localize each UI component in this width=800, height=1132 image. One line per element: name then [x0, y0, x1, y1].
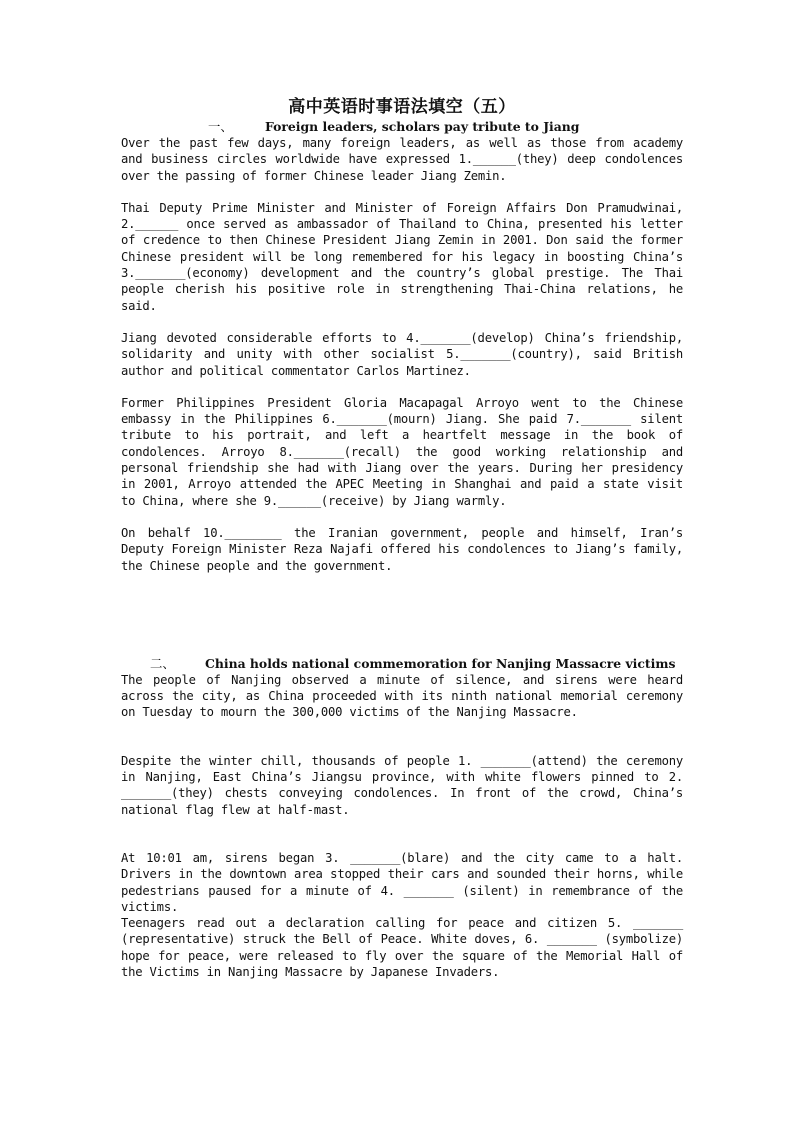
section-2-paragraph-3: At 10:01 am, sirens began 3. _______(blare) and the city came to a halt. Drivers in the downtown area stopped their cars and sounded their horns, while pedestrians paused for a minute of 4. _______ (silent) in remembrance of the victims.: [121, 850, 683, 914]
section-2-heading: [121, 656, 683, 672]
section-2-title: China holds national commemoration for Nanjing Massacre victims: [205, 655, 676, 671]
section-1-paragraph-2: Thai Deputy Prime Minister and Minister of Foreign Affairs Don Pramudwinai, 2.______ once served as ambassador of Thailand to China, presented his letter of credence to then Chinese President Jiang Zemin in 2001. Don said the former Chinese president will be long remembered for his legacy in boosting China’s 3._______(economy) development and the country’s global prestige. The Thai people cherish his positive role in strengthening Thai-China relations, he said.: [121, 200, 683, 313]
section-1-paragraph-4: Former Philippines President Gloria Macapagal Arroyo went to the Chinese embassy in the Philippines 6._______(mourn) Jiang. She paid 7._______ silent tribute to his portrait, and left a heartfelt message in the book of condolences. Arroyo 8._______(recall) the good working relationship and personal friendship she had with Jiang over the years. During her presidency in 2001, Arroyo attended the APEC Meeting in Shanghai and paid a state visit to China, where she 9.______(receive) by Jiang warmly.: [121, 395, 683, 508]
section-2-paragraph-2: Despite the winter chill, thousands of people 1. _______(attend) the ceremony in Nanjing, East China’s Jiangsu province, with white flowers pinned to 2. _______(they) chests conveying condolences. In front of the crowd, China’s national flag flew at half-mast.: [121, 753, 683, 817]
document-page: [121, 96, 683, 980]
section-2-paragraph-4: Teenagers read out a declaration calling for peace and citizen 5. _______ (representative) struck the Bell of Peace. White doves, 6. _______ (symbolize) hope for peace, were released to fly over the square of the Memorial Hall of the Victims in Nanjing Massacre by Japanese Invaders.: [121, 916, 683, 979]
section-2-number: 二、: [150, 655, 175, 671]
section-2-paragraph-1: The people of Nanjing observed a minute of silence, and sirens were heard across the city, as China proceeded with its ninth national memorial ceremony on Tuesday to mourn the 300,000 victims of the Nanjing Massacre.: [121, 672, 683, 720]
section-1-paragraph-3: Jiang devoted considerable efforts to 4._______(develop) China’s friendship, solidarity and unity with other socialist 5._______(country), said British author and political commentator Carlos Martinez.: [121, 330, 683, 378]
section-1-heading: [121, 119, 683, 135]
section-1-paragraph-1: Over the past few days, many foreign leaders, as well as those from academy and business circles worldwide have expressed 1.______(they) deep condolences over the passing of former Chinese leader Jiang Zemin.: [121, 136, 683, 183]
document-title: 高中英语时事语法填空（五）: [288, 97, 516, 117]
section-1-number: 一、: [208, 119, 233, 134]
section-1-title: Foreign leaders, scholars pay tribute to Jiang: [265, 119, 580, 134]
section-1-paragraph-5: On behalf 10.________ the Iranian government, people and himself, Iran’s Deputy Foreign Minister Reza Najafi offered his condolences to Jiang’s family, the Chinese people and the government.: [121, 525, 683, 573]
